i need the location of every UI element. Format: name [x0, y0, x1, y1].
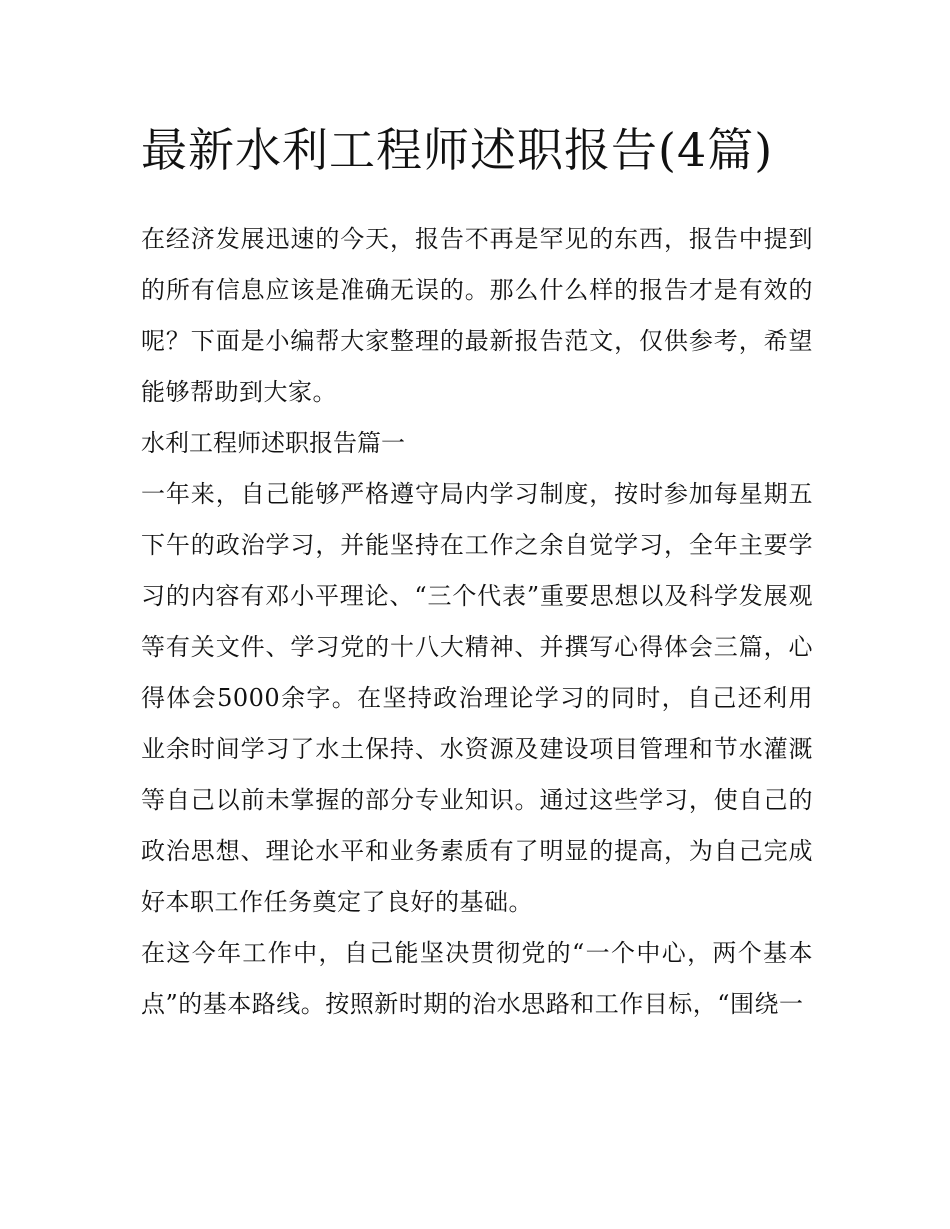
document-title: 最新水利工程师述职报告(4篇)	[141, 123, 774, 177]
body-paragraph-2: 在这今年工作中，自己能坚决贯彻党的“一个中心，两个基本点”的基本路线。按照新时期的治水思路和工作目标，“围绕一	[141, 939, 813, 1018]
intro-paragraph: 在经济发展迅速的今天，报告不再是罕见的东西，报告中提到的所有信息应该是准确无误的。那么什么样的报告才是有效的呢？下面是小编帮大家整理的最新报告范文，仅供参考，希望能够帮助到大家。	[141, 225, 813, 406]
body-paragraph-1: 一年来，自己能够严格遵守局内学习制度，按时参加每星期五下午的政治学习，并能坚持在工作之余自觉学习，全年主要学习的内容有邓小平理论、“三个代表”重要思想以及科学发展观等有关文件、学习党的十八大精神、并撰写心得体会三篇，心得体会5000余字。在坚持政治理论学习的同时，自己还利用业余时间学习了水土保持、水资源及建设项目管理和节水灌溉等自己以前未掌握的部分专业知识。通过这些学习，使自己的政治思想、理论水平和业务素质有了明显的提高，为自己完成好本职工作任务奠定了良好的基础。	[141, 480, 813, 916]
section-heading: 水利工程师述职报告篇一	[141, 429, 405, 457]
document-page	[141, 112, 813, 1030]
